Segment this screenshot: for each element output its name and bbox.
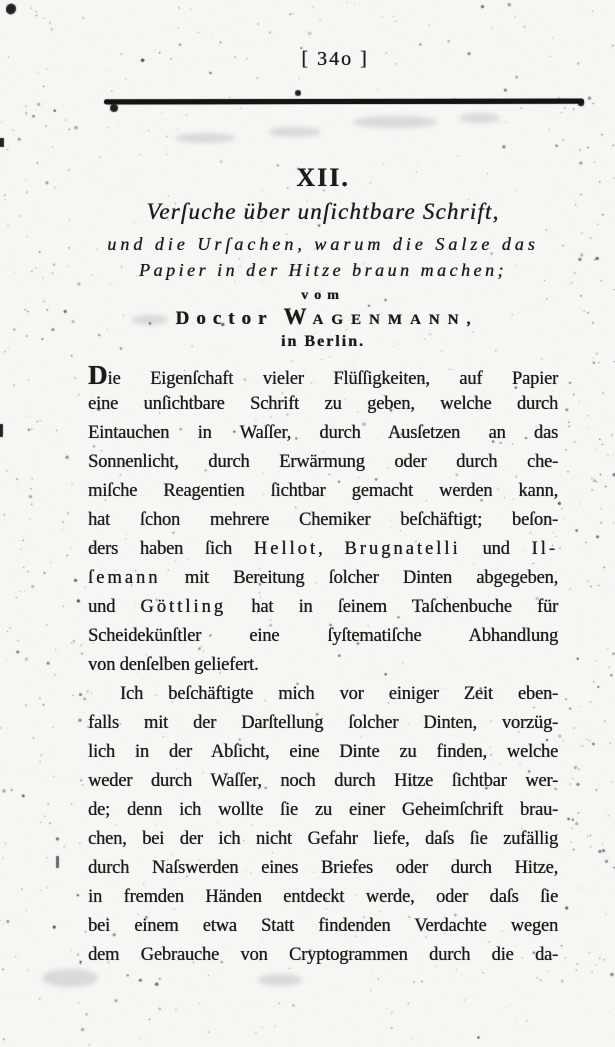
text-line xyxy=(88,593,558,622)
text-segment: chen, bei der ich nicht Gefahr liefe, daſs ſie zufällig xyxy=(88,829,558,849)
text-segment: de; denn ich wollte ſie zu einer Geheimſchrift brau- xyxy=(88,800,558,820)
text-line xyxy=(88,419,558,448)
text-line xyxy=(88,941,558,970)
text-segment: in fremden Händen entdeckt werde, oder daſs ſie xyxy=(88,887,558,907)
text-segment: eine unſichtbare Schrift zu geben, welche durch xyxy=(88,394,558,414)
author-location: in Berlin. xyxy=(280,333,365,350)
text-line xyxy=(88,477,558,506)
text-line xyxy=(88,448,558,477)
section-number: XII. xyxy=(296,163,350,192)
text-line xyxy=(88,622,558,651)
text-segment: von denſelben geliefert. xyxy=(88,655,259,675)
letterspaced-name: Brugnatelli xyxy=(344,539,461,559)
text-line xyxy=(88,651,558,680)
text-segment: und xyxy=(460,539,532,559)
text-segment: miſche Reagentien ſichtbar gemacht werden kann, xyxy=(88,481,558,501)
page-number: [ 34o ] xyxy=(301,48,369,70)
body-text xyxy=(88,361,558,970)
text-segment: ders haben ſich xyxy=(88,539,254,559)
letterspaced-name: Hellot xyxy=(253,539,319,559)
letterspaced-name: Il- xyxy=(531,539,558,559)
divider-rule xyxy=(104,99,584,105)
text-line xyxy=(88,535,558,564)
text-segment: bei einem etwa Statt findenden Verdachte wegen xyxy=(88,916,558,936)
text-line xyxy=(88,506,558,535)
author-line xyxy=(88,304,558,330)
text-line xyxy=(88,738,558,767)
text-segment: Sonnenlicht, durch Erwärmung oder durch che- xyxy=(88,452,558,472)
text-segment: Ich beſchäftigte mich vor einiger Zeit eben- xyxy=(120,684,558,704)
byline-prefix: vom xyxy=(301,288,345,303)
text-segment: durch Naſswerden eines Briefes oder durch Hitze, xyxy=(88,858,558,878)
text-segment: hat ſchon mehrere Chemiker beſchäftigt; beſon- xyxy=(88,510,558,530)
text-segment: Eintauchen in Waſſer, durch Ausſetzen an das xyxy=(88,423,558,443)
article-title-line-3: Papier in der Hitze braun machen; xyxy=(139,260,507,280)
text-segment: Scheidekünſtler eine ſyſtematiſche Abhandlung xyxy=(88,626,558,646)
text-line xyxy=(88,361,558,390)
author-initial: W xyxy=(283,304,313,329)
text-line xyxy=(88,854,558,883)
article-title-line-1: Verſuche über unſichtbare Schrift, xyxy=(146,199,500,224)
text-line xyxy=(88,796,558,825)
text-line xyxy=(88,883,558,912)
text-line xyxy=(88,912,558,941)
text-segment: mit Bereitung ſolcher Dinten abgegeben, xyxy=(160,568,558,588)
text-segment: und xyxy=(88,597,141,617)
text-segment: falls mit der Darſtellung ſolcher Dinten, vorzüg- xyxy=(88,713,558,733)
author-punctuation: , xyxy=(466,311,471,328)
text-line xyxy=(88,390,558,419)
text-segment: lich in der Abſicht, eine Dinte zu finden, welche xyxy=(88,742,558,762)
text-segment: D xyxy=(88,360,108,390)
text-segment: ie Eigenſchaft vieler Flüſſigkeiten, auf Papier xyxy=(107,369,558,389)
author-title: Doctor xyxy=(175,308,274,329)
text-line xyxy=(88,564,558,593)
text-segment: hat in ſeinem Taſchenbuche für xyxy=(226,597,558,617)
letterspaced-name: ſemann xyxy=(88,568,161,588)
text-line xyxy=(88,709,558,738)
letterspaced-name: Göttling xyxy=(140,597,227,617)
text-segment: weder durch Waſſer, noch durch Hitze ſichtbar wer- xyxy=(88,771,558,791)
text-line xyxy=(88,767,558,796)
text-line xyxy=(88,825,558,854)
text-segment: dem Gebrauche von Cryptogrammen durch die da- xyxy=(88,945,558,965)
article-title-line-2: und die Urſachen, warum die Salze das xyxy=(107,234,539,254)
text-line xyxy=(88,680,558,709)
text-segment: , xyxy=(318,539,345,559)
author-surname: AGENMANN xyxy=(312,312,467,328)
